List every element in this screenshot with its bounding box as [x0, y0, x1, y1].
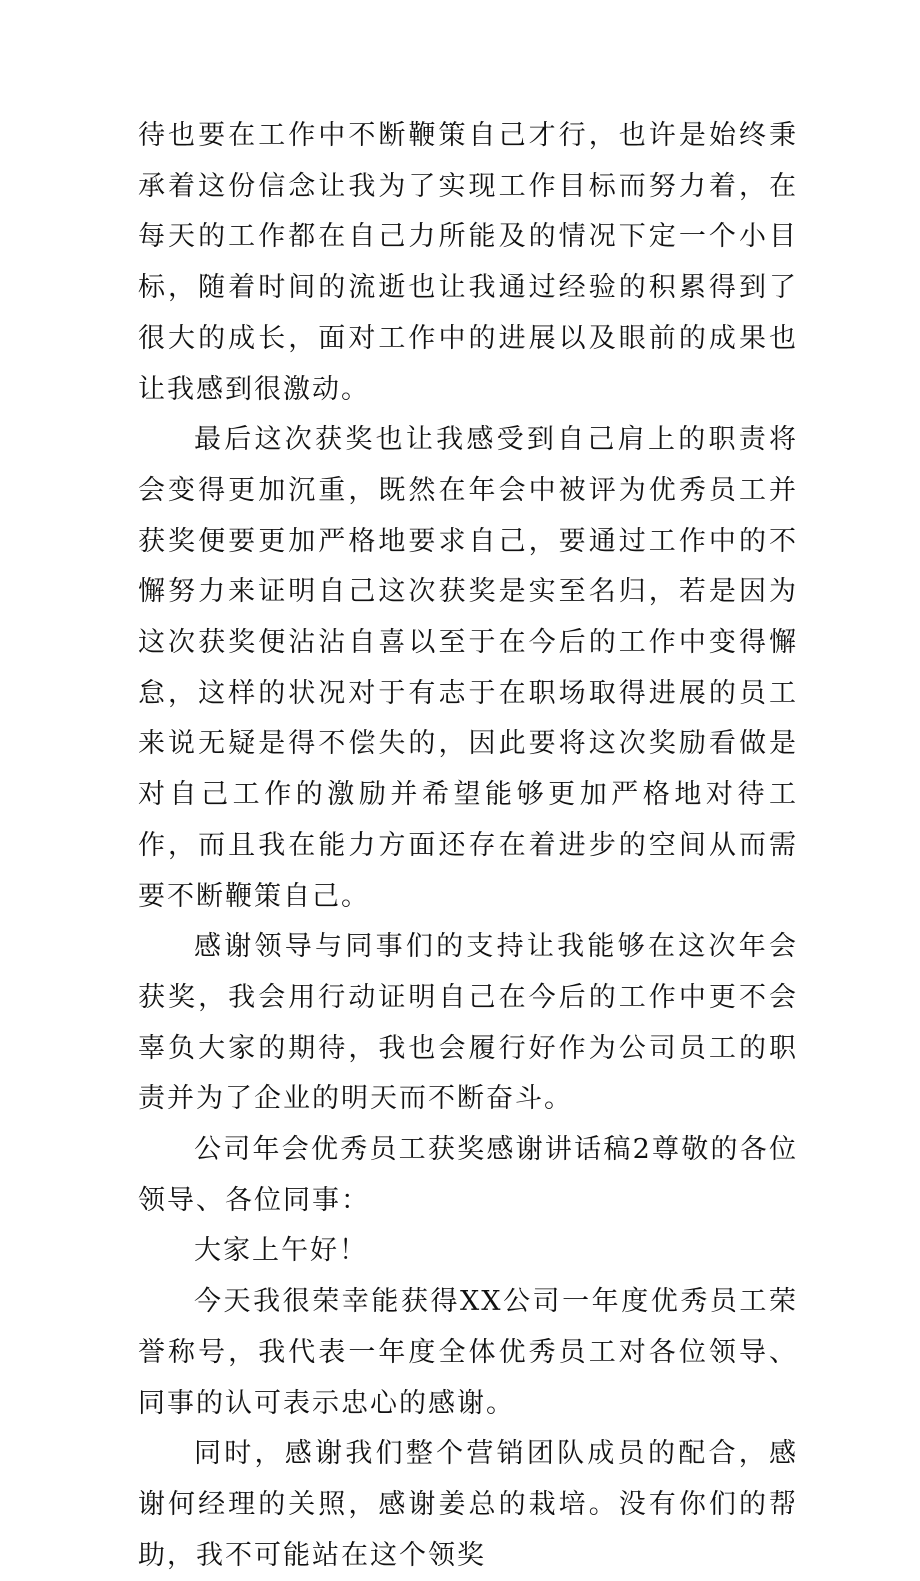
paragraph-2: 最后这次获奖也让我感受到自己肩上的职责将会变得更加沉重，既然在年会中被评为优秀员工并获奖便要更加严格地要求自己，要通过工作中的不懈努力来证明自己这次获奖是实至名归，若是因为这次获奖便沾沾自喜以至于在今后的工作中变得懈怠，这样的状况对于有志于在职场取得进展的员工来说无疑是得不偿失的，因此要将这次奖励看做是对自己工作的激励并希望能够更加严格地对待工作，而且我在能力方面还存在着进步的空间从而需要不断鞭策自己。 [138, 424, 798, 912]
paragraph-3: 感谢领导与同事们的支持让我能够在这次年会获奖，我会用行动证明自己在今后的工作中更不会辜负大家的期待，我也会履行好作为公司员工的职责并为了企业的明天而不断奋斗。 [138, 931, 798, 1115]
paragraph-4: 公司年会优秀员工获奖感谢讲话稿2尊敬的各位领导、各位同事： [138, 1134, 798, 1216]
document-body [138, 111, 798, 1581]
paragraph-5: 大家上午好！ [194, 1235, 368, 1267]
paragraph-6: 今天我很荣幸能获得XX公司一年度优秀员工荣誉称号，我代表一年度全体优秀员工对各位领导、同事的认可表示忠心的感谢。 [138, 1286, 798, 1419]
paragraph-1: 待也要在工作中不断鞭策自己才行，也许是始终秉承着这份信念让我为了实现工作目标而努力着，在每天的工作都在自己力所能及的情况下定一个小目标，随着时间的流逝也让我通过经验的积累得到了很大的成长，面对工作中的进展以及眼前的成果也让我感到很激动。 [138, 120, 798, 405]
paragraph-7: 同时，感谢我们整个营销团队成员的配合，感谢何经理的关照，感谢姜总的栽培。没有你们的帮助，我不可能站在这个领奖 [138, 1438, 798, 1571]
